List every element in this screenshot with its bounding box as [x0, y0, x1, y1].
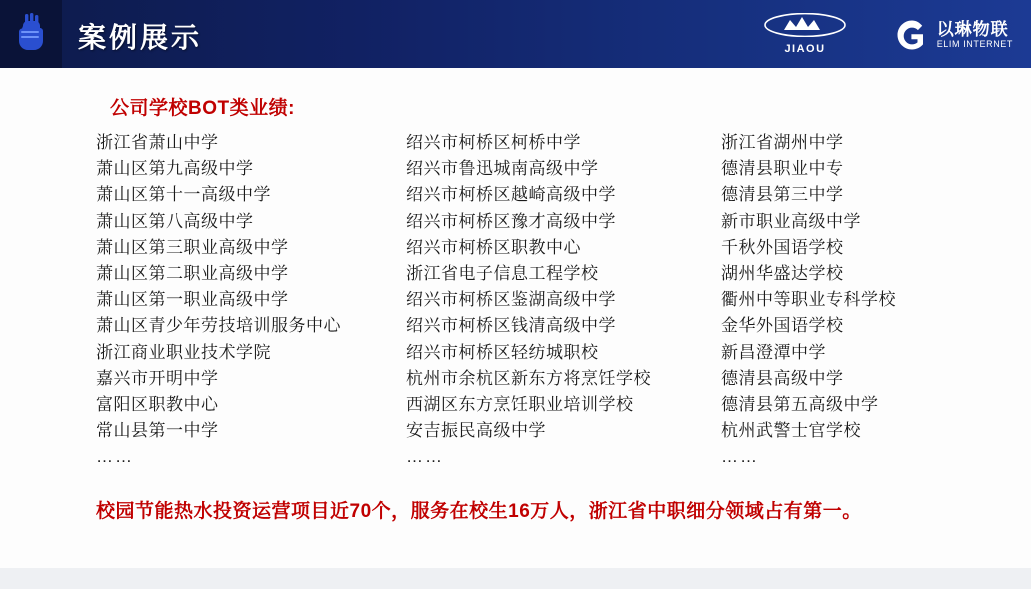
- list-item: 新市职业高级中学: [721, 211, 861, 231]
- list-item: 千秋外国语学校: [721, 237, 844, 257]
- list-item: 常山县第一中学: [96, 421, 219, 441]
- list-item: 德清县第三中学: [721, 185, 844, 205]
- list-item: 绍兴市柯桥区钱清高级中学: [406, 316, 616, 336]
- elim-wordmark: [937, 20, 1013, 50]
- list-item-ellipsis: ……: [96, 447, 134, 467]
- list-item: 绍兴市柯桥区职教中心: [406, 237, 581, 257]
- header-left-block: [0, 0, 62, 68]
- page-title: 案例展示: [78, 22, 203, 53]
- school-column-3: [721, 130, 996, 471]
- elim-name-cn: 以琳物联: [936, 20, 1009, 39]
- elim-name-en: ELIM INTERNET: [936, 39, 1013, 49]
- list-item: 金华外国语学校: [721, 316, 844, 336]
- list-item: 富阳区职教中心: [96, 395, 219, 415]
- header-bar: [0, 0, 1031, 68]
- jiaou-wordmark: JIAOU: [784, 43, 826, 55]
- school-column-2: [406, 130, 721, 471]
- list-item: 绍兴市柯桥区轻纺城职校: [406, 342, 599, 362]
- list-item: 绍兴市柯桥区越崎高级中学: [406, 185, 616, 205]
- list-item: 绍兴市柯桥区豫才高级中学: [406, 211, 616, 231]
- list-item: 萧山区第八高级中学: [96, 211, 254, 231]
- list-item-ellipsis: ……: [406, 447, 444, 467]
- list-item: 浙江省电子信息工程学校: [406, 264, 599, 284]
- list-item: 萧山区第二职业高级中学: [96, 264, 289, 284]
- list-item: 绍兴市鲁迅城南高级中学: [406, 159, 599, 179]
- list-item: 萧山区第一职业高级中学: [96, 290, 289, 310]
- footnote-highlight: 校园节能热水投资运营项目近70个，服务在校生16万人，浙江省中职细分领域占有第一。: [96, 501, 862, 522]
- logo-jiaou: [757, 13, 853, 55]
- list-item: 杭州武警士官学校: [721, 421, 861, 441]
- list-item: 西湖区东方烹饪职业培训学校: [406, 395, 634, 415]
- list-item: 杭州市余杭区新东方将烹饪学校: [406, 368, 651, 388]
- list-item: 浙江省萧山中学: [96, 133, 219, 152]
- fist-icon: [16, 12, 46, 56]
- crown-icon: [764, 13, 846, 42]
- school-column-1: [96, 130, 406, 471]
- list-item: 衢州中等职业专科学校: [721, 290, 896, 310]
- list-item: 嘉兴市开明中学: [96, 368, 219, 388]
- logo-elim: [895, 14, 1013, 56]
- list-item: 德清县职业中专: [721, 159, 844, 179]
- list-item: 萧山区第三职业高级中学: [96, 237, 289, 257]
- bottom-strip: [0, 568, 1031, 589]
- section-title: 公司学校BOT类业绩:: [110, 98, 295, 119]
- list-item-ellipsis: ……: [721, 447, 759, 467]
- list-item: 浙江省湖州中学: [721, 133, 844, 152]
- list-item: 绍兴市柯桥区鉴湖高级中学: [406, 290, 616, 310]
- list-item: 安吉振民高级中学: [406, 421, 546, 441]
- list-item: 新昌澄潭中学: [721, 342, 826, 362]
- school-list-columns: [96, 130, 996, 471]
- list-item: 湖州华盛达学校: [721, 264, 844, 284]
- slide-body: [0, 68, 1031, 568]
- list-item: 浙江商业职业技术学院: [96, 342, 271, 362]
- g-logo-icon: [895, 18, 929, 52]
- list-item: 德清县高级中学: [721, 368, 844, 388]
- list-item: 萧山区青少年劳技培训服务中心: [96, 316, 341, 336]
- list-item: 萧山区第九高级中学: [96, 159, 254, 179]
- list-item: 绍兴市柯桥区柯桥中学: [406, 133, 581, 152]
- list-item: 萧山区第十一高级中学: [96, 185, 271, 205]
- list-item: 德清县第五高级中学: [721, 395, 879, 415]
